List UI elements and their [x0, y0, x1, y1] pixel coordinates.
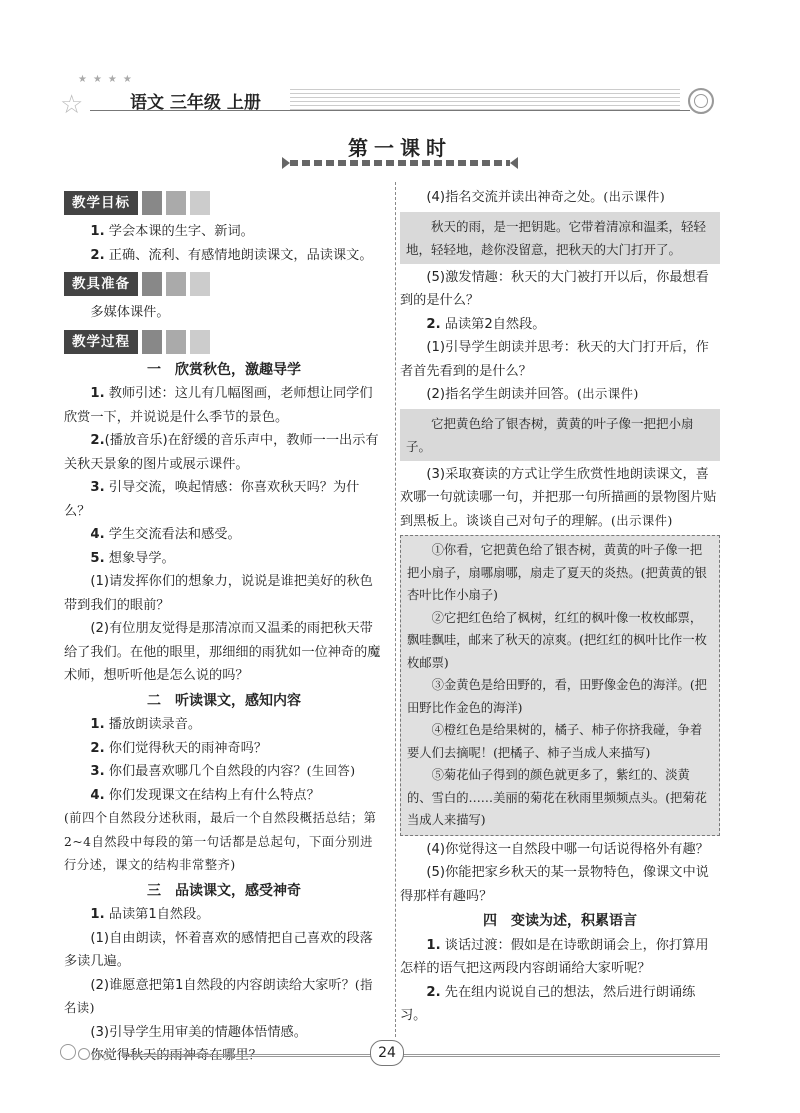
paragraph: (2)有位朋友觉得是那清凉而又温柔的雨把秋天带给了我们。在他的眼里，那细细的雨犹如一位神奇的魔术师，想听听他是怎么说的吗？: [64, 621, 381, 683]
page-footer: [60, 1040, 720, 1070]
paragraph: 1. 谈话过渡：假如是在诗歌朗诵会上，你打算用怎样的语气把这两段内容朗诵给大家听呢？: [400, 937, 709, 976]
quote-box: [400, 212, 720, 264]
section-square: [142, 330, 162, 354]
note: (前四个自然段分述秋雨，最后一个自然段概括总结；第2~4自然段中每段的第一句话都是总起句，下面分别进行分述，课文的结构非常整齐): [64, 811, 377, 872]
paragraph: 3. 你们最喜欢哪几个自然段的内容？(生回答): [90, 764, 356, 779]
section-square: [190, 191, 210, 215]
paragraph: 2.(播放音乐)在舒缓的音乐声中，教师一一出示有关秋天景象的图片或展示课件。: [64, 433, 379, 472]
page-number: 24: [370, 1040, 404, 1066]
example-item: ③金黄色是给田野的，看，田野像金色的海洋。(把田野比作金色的海洋): [407, 678, 707, 715]
example-item: ②它把红色给了枫树，红红的枫叶像一枚枚邮票，飘哇飘哇，邮来了秋天的凉爽。(把红红的枫叶比作一枚枚邮票): [407, 610, 707, 670]
spiral-icon: [688, 88, 714, 114]
paragraph: (3)采取赛读的方式让学生欣赏性地朗读课文，喜欢哪一句就读哪一句，并把那一句所描画的景物图片贴到黑板上。谈谈自己对句子的理解。(出示课件): [400, 466, 717, 529]
section-header-tools: [64, 271, 384, 297]
note: (出示课件): [576, 387, 639, 401]
title-right-arrow-icon: [510, 157, 518, 169]
paragraph: (3)引导学生用审美的情趣体悟情感。: [90, 1024, 307, 1040]
section-header-goals: [64, 190, 384, 216]
section-square: [190, 272, 210, 296]
paragraph: (4)你觉得这一自然段中哪一句话说得格外有趣？: [426, 841, 709, 857]
stars-decoration-icon: ★★★★: [78, 74, 138, 85]
paragraph: (1)自由朗读，怀着喜欢的感情把自己喜欢的段落多读几遍。: [64, 930, 373, 969]
note: (生回答): [306, 764, 356, 778]
paragraph: 2. 你们觉得秋天的雨神奇吗？: [90, 740, 268, 756]
page-header: [60, 70, 720, 120]
title-left-arrow-icon: [282, 157, 290, 169]
section-header-process: [64, 329, 384, 355]
header-decoration-lines: [290, 86, 680, 110]
paragraph: 4. 学生交流看法和感受。: [90, 527, 241, 542]
paragraph: 1. 品读第1自然段。: [90, 907, 210, 922]
section-square: [166, 272, 186, 296]
lesson-title: 第一课时: [348, 136, 452, 160]
right-column: [400, 186, 720, 1028]
tools-text: 多媒体课件。: [90, 305, 170, 320]
header-rule: [90, 110, 690, 111]
paragraph: (5)你能把家乡秋天的某一景物特色，像课文中说得那样有趣吗？: [400, 865, 709, 904]
paragraph: 4. 你们发现课文在结构上有什么特点？: [90, 787, 320, 803]
paragraph: (5)激发情趣：秋天的大门被打开以后，你最想看到的是什么？: [400, 269, 709, 308]
paragraph: (4)指名交流并读出神奇之处。(出示课件): [426, 190, 666, 205]
subheading: 三 品读课文，感受神奇: [147, 882, 301, 899]
paragraph: (1)引导学生朗读并思考：秋天的大门打开后，作者首先看到的是什么？: [400, 340, 709, 379]
column-divider: [395, 182, 396, 1037]
paragraph: 你觉得秋天的雨神奇在哪里？: [90, 1048, 262, 1063]
title-underline: [290, 160, 510, 166]
section-square: [142, 272, 162, 296]
example-sentences-box: [400, 535, 720, 836]
example-item: ⑤菊花仙子得到的颜色就更多了，紫红的、淡黄的、雪白的……美丽的菊花在秋雨里频频点头。(把菊花当成人来描写): [407, 768, 707, 827]
goal-item: 1. 学会本课的生字、新词。: [90, 224, 254, 239]
section-label: 教具准备: [64, 272, 138, 296]
subheading: 二 听读课文，感知内容: [147, 692, 301, 709]
left-column: [64, 186, 384, 1068]
subheading: 四 变读为述，积累语言: [483, 913, 637, 929]
paragraph: 3. 引导交流，唤起情感：你喜欢秋天吗？为什么？: [64, 480, 360, 519]
paragraph: (2)指名学生朗读并回答。(出示课件): [426, 387, 639, 402]
paragraph: (2)谁愿意把第1自然段的内容朗读给大家听？(指名读): [64, 977, 373, 1015]
example-item: ④橙红色是给果树的，橘子、柿子你挤我碰，争着要人们去摘呢！(把橘子、柿子当成人来描写): [407, 723, 703, 760]
section-square: [190, 330, 210, 354]
section-label: 教学过程: [64, 330, 138, 354]
note: (出示课件): [611, 513, 673, 528]
paragraph: 5. 想象导学。: [90, 550, 175, 566]
quote-box: [400, 409, 720, 461]
star-icon: ☆: [60, 90, 84, 120]
paragraph: 1. 播放朗读录音。: [90, 717, 202, 732]
section-square: [142, 191, 162, 215]
book-title: 语文 三年级 上册: [130, 93, 261, 113]
example-item: ①你看，它把黄色给了银杏树，黄黄的叶子像一把把小扇子，扇哪扇哪，扇走了夏天的炎热。(把黄黄的银杏叶比作小扇子): [407, 543, 707, 602]
note: (指名读): [64, 977, 373, 1015]
subheading: 一 欣赏秋色，激趣导学: [147, 361, 301, 378]
quote-text: 它把黄色给了银杏树，黄黄的叶子像一把把小扇子。: [406, 415, 694, 454]
note: (出示课件): [603, 190, 666, 204]
section-square: [166, 330, 186, 354]
paragraph: (1)请发挥你们的想象力，说说是谁把美好的秋色带到我们的眼前？: [64, 574, 373, 613]
circles-decoration-icon: [60, 1044, 112, 1064]
paragraph: 2. 先在组内说说自己的想法，然后进行朗诵练习。: [400, 984, 696, 1023]
goal-item: 2. 正确、流利、有感情地朗读课文，品读课文。: [90, 247, 373, 263]
section-square: [166, 191, 186, 215]
section-label: 教学目标: [64, 191, 138, 215]
paragraph: 2. 品读第2自然段。: [426, 316, 546, 332]
paragraph: 1. 教师引述：这儿有几幅图画，老师想让同学们欣赏一下，并说说是什么季节的景色。: [64, 386, 373, 425]
quote-text: 秋天的雨，是一把钥匙。它带着清凉和温柔，轻轻地，轻轻地，趁你没留意，把秋天的大门打开了。: [406, 218, 707, 257]
footer-rule: [122, 1054, 720, 1057]
